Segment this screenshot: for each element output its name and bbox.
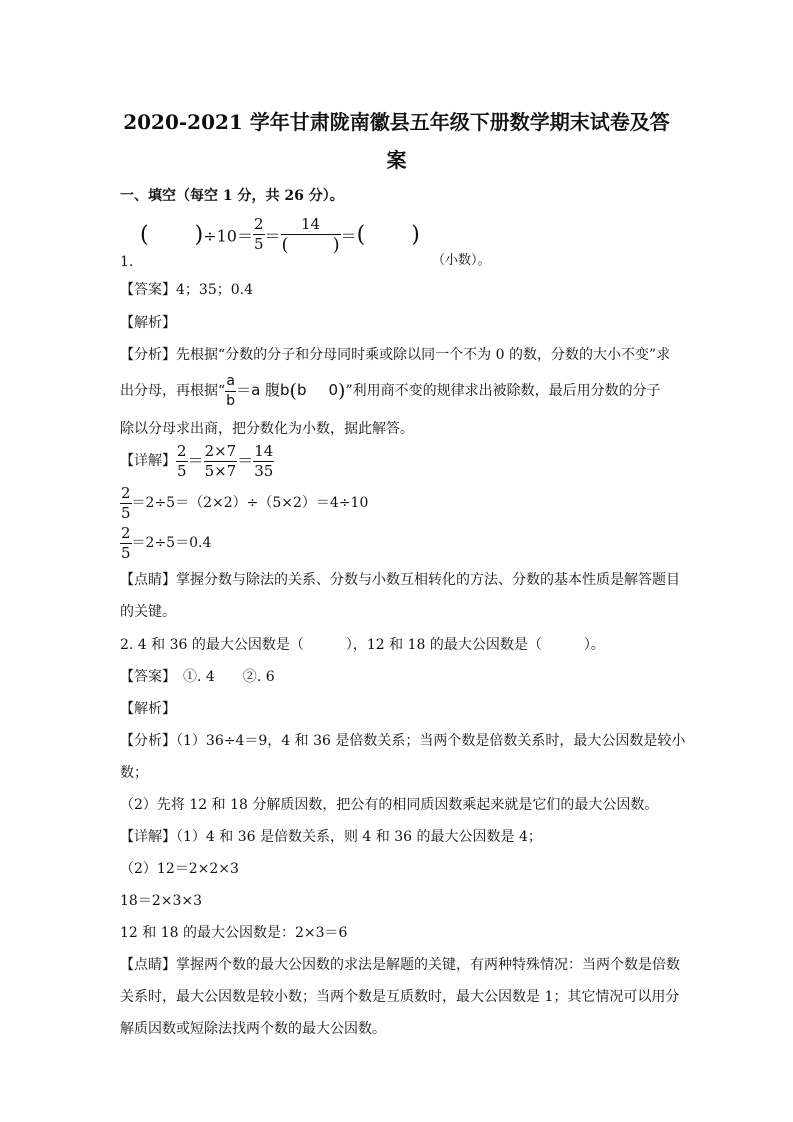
- q1-detail-line1: 【详解】 $\frac{2}{5}$ ＝ $\frac{2\times 7}{5\times 7}$ ＝ $\frac{14}{35}$: [120, 441, 274, 480]
- q1-answer: 【答案】4；35；0.4: [120, 282, 253, 298]
- q1-paren-open: (: [140, 222, 149, 248]
- q1-fenxi-line3: 除以分母求出商，把分数化为小数，据此解答。: [120, 421, 414, 437]
- fraction-a-over-b: $\frac{a}{b}$: [226, 372, 236, 409]
- q1-number: 1.: [120, 254, 134, 270]
- q1-tip-line2: 的关键。: [120, 604, 176, 620]
- section-heading: 一、填空（每空 1 分，共 26 分）。: [120, 188, 344, 204]
- detail-frac-2-5: $\frac{2}{5}$: [177, 441, 187, 480]
- q2-analysis-label: 【解析】: [120, 701, 176, 717]
- q1-paren3-open: (: [356, 222, 366, 248]
- q2-detail-line3: 18＝2×3×3: [120, 893, 202, 909]
- detail3-frac-2-5: $\frac{2}{5}$: [121, 523, 131, 562]
- detail2-frac-2-5: $\frac{2}{5}$: [121, 483, 131, 522]
- q1-eq-sign2: ＝: [340, 226, 357, 246]
- q2-answer: 【答案】 ①. 4 ②. 6: [120, 669, 275, 685]
- q1-fenxi-line1: 【分析】先根据“分数的分子和分母同时乘或除以同一个不为 0 的数，分数的大小不变”求: [120, 347, 671, 363]
- q2-fenxi-line3: （2）先将 12 和 18 分解质因数，把公有的相同质因数乘起来就是它们的最大公因数。: [120, 797, 659, 813]
- doc-title-line1: 2020-2021 学年甘肃陇南徽县五年级下册数学期末试卷及答: [123, 110, 670, 134]
- q1-div-ten: ÷10＝: [203, 226, 253, 246]
- q1-fraction-2-5: $\frac{2}{5}$: [253, 215, 264, 254]
- q1-paren-close: ): [194, 222, 204, 248]
- doc-title-line2: 案: [386, 148, 407, 172]
- q1-fenxi-line2: 出分母，再根据“ $\frac{a}{b}$ ＝a 腹b(b 0)”利用商不变的规律求出被除数，最后用分数的分子: [120, 372, 661, 409]
- q2-tip-line2: 关系时，最大公因数是较小数；当两个数是互质数时，最大公因数是 1；其它情况可以用分: [120, 989, 680, 1005]
- q1-eq-sign: ＝: [264, 226, 281, 246]
- q1-suffix: （小数）。: [432, 253, 491, 268]
- q2-detail-line4: 12 和 18 的最大公因数是：2×3＝6: [120, 925, 348, 941]
- q2-tip-line3: 解质因数或短除法找两个数的最大公因数。: [120, 1021, 386, 1037]
- q2-tip-line1: 【点睛】掌握两个数的最大公因数的求法是解题的关键，有两种特殊情况：当两个数是倍数: [120, 957, 680, 973]
- q1-paren3-close: ): [411, 222, 420, 248]
- detail-frac-14-35: $\frac{14}{35}$: [254, 441, 274, 480]
- q1-equation: [140, 216, 420, 254]
- detail-frac-2x7-5x7: $\frac{2\times 7}{5\times 7}$: [204, 441, 237, 480]
- q2-question: 2. 4 和 36 的最大公因数是（ ），12 和 18 的最大公因数是（ ）。: [120, 637, 605, 653]
- q1-detail-line3: $\frac{2}{5}$ ＝2÷5＝0.4: [121, 523, 212, 562]
- q1-detail-line2: $\frac{2}{5}$ ＝2÷5＝（2×2）÷（5×2）＝4÷10: [121, 483, 369, 522]
- q2-detail-line1: 【详解】（1）4 和 36 是倍数关系，则 4 和 36 的最大公因数是 4；: [120, 829, 542, 845]
- q2-detail-line2: （2）12＝2×2×3: [120, 861, 239, 877]
- q2-fenxi-line1: 【分析】（1）36÷4＝9，4 和 36 是倍数关系；当两个数是倍数关系时，最大公因数是较小: [120, 733, 686, 749]
- q2-fenxi-line2: 数；: [120, 765, 148, 781]
- q1-fraction-14-blank: $\frac{14}{( )}$: [281, 215, 340, 256]
- q1-tip-line1: 【点睛】掌握分数与除法的关系、分数与小数互相转化的方法、分数的基本性质是解答题目: [120, 572, 680, 588]
- q1-analysis-label: 【解析】: [120, 315, 176, 331]
